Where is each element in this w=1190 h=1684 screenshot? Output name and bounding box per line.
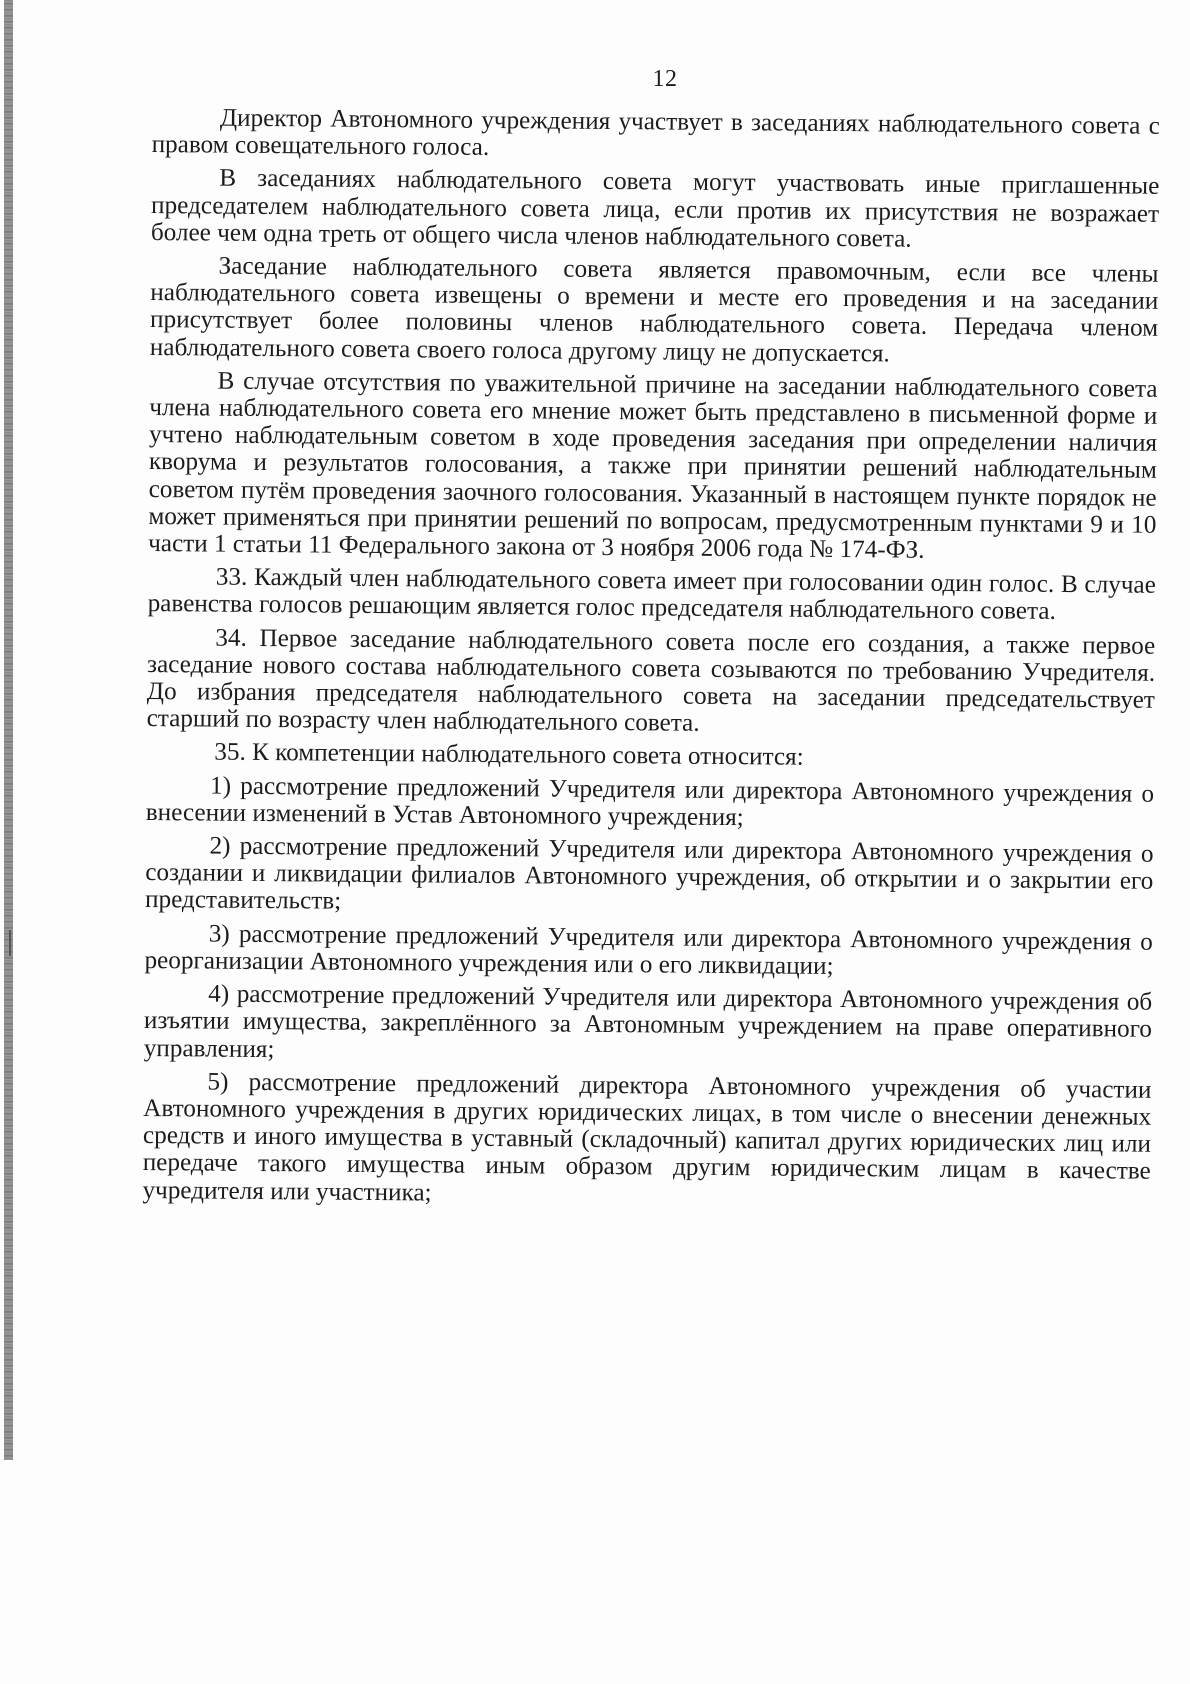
- page-number: 12: [652, 66, 678, 92]
- paragraph-item-35: 35. К компетенции наблюдательного совета относится:: [214, 739, 804, 772]
- scan-mark: [9, 930, 11, 956]
- list-item-3: 3) рассмотрение предложений Учредителя или директора Автономного учреждения о реорганизации Автономного учреждения или о его ликвидации;: [144, 920, 1153, 980]
- document-body: [142, 104, 1160, 1218]
- list-item-2: 2) рассмотрение предложений Учредителя или директора Автономного учреждения о создании и ликвидации филиалов Автономного учреждения, об открытии и о закрытии его представительств;: [144, 832, 1154, 916]
- list-item-1: 1) рассмотрение предложений Учредителя или директора Автономного учреждения о внесении изменений в Устав Автономного учреждения;: [145, 772, 1155, 832]
- paragraph-absent-member: В случае отсутствия по уважительной причине на заседании наблюдательного совета члена наблюдательного совета его мнение может быть представлено в письменной форме и учтено наблюдательным советом в ходе проведения заседания при определении наличия кворума и результатов голосования, а также при принятии решений наблюдательным советом путём проведения заочного голосования. Указанный в настоящем пункте порядок не может применяться при принятии решений по вопросам, предусмотренным пунктами 9 и 10 части 1 статьи 11 Федерального закона от 3 ноября 2006 года № 174-ФЗ.: [148, 367, 1158, 564]
- paragraph-invited-persons: В заседаниях наблюдательного совета могут участвовать иные приглашенные председателем наблюдательного совета лица, если против их присутствия не возражает более чем одна треть от общего числа членов наблюдательного совета.: [150, 164, 1160, 253]
- paragraph-item-33: 33. Каждый член наблюдательного совета имеет при голосовании один голос. В случае равенства голосов решающим является голос председателя наблюдательного совета.: [147, 563, 1156, 626]
- paragraph-quorum: Заседание наблюдательного совета является правомочным, если все члены наблюдательного совета извещены о времени и месте его проведения и на заседании присутствует более половины членов наблюдательного совета. Передача членом наблюдательного совета своего голоса другому лицу не допускается.: [149, 252, 1159, 368]
- paragraph-director-participation: Директор Автономного учреждения участвует в заседаниях наблюдательного совета с правом совещательного голоса.: [151, 104, 1160, 162]
- scan-binding-edge: [4, 0, 13, 1460]
- paragraph-item-34: 34. Первое заседание наблюдательного совета после его создания, а также первое заседание нового состава наблюдательного совета созываются по требованию Учредителя. До избрания председателя наблюдательного совета на заседании председательствует старший по возрасту член наблюдательного совета.: [146, 624, 1156, 738]
- list-item-4: 4) рассмотрение предложений Учредителя или директора Автономного учреждения об изъятии имущества, закреплённого за Автономным учреждением на праве оперативного управления;: [143, 980, 1153, 1063]
- list-item-5: 5) рассмотрение предложений директора Автономного учреждения об участии Автономного учреждения в других юридических лицах, в том числе о внесении денежных средств и иного имущества в уставный (складочный) капитал других юридических лиц или передаче такого имущества иным образом другим юридическим лицам в качестве учредителя или участника;: [142, 1068, 1152, 1206]
